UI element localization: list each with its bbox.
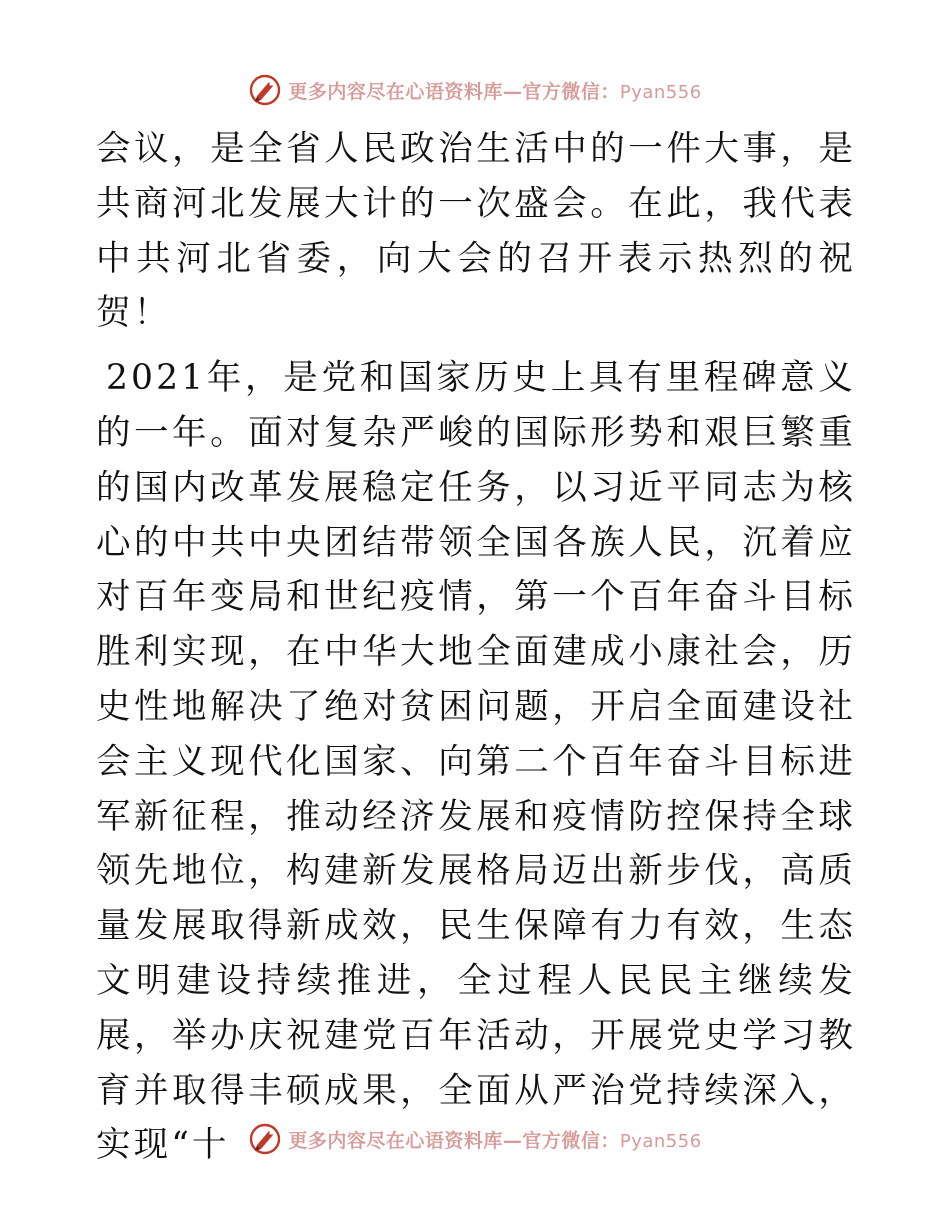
header-watermark bbox=[0, 70, 950, 110]
paragraph-1: 会议，是全省人民政治生活中的一件大事，是共商河北发展大计的一次盛会。在此，我代表中共河北省委，向大会的召开表示热烈的祝贺！ bbox=[96, 129, 856, 334]
watermark-wechat-id: Pyan556 bbox=[619, 81, 702, 103]
watermark-wechat-id: Pyan556 bbox=[619, 1130, 702, 1152]
footer-watermark bbox=[0, 1119, 950, 1159]
watermark-text: 更多内容尽在心语资料库—官方微信：Pyan556 bbox=[288, 80, 702, 103]
watermark-text: 更多内容尽在心语资料库—官方微信：Pyan556 bbox=[288, 1129, 702, 1152]
document-body bbox=[96, 122, 856, 1173]
pen-logo-icon bbox=[248, 73, 282, 107]
pen-logo-icon bbox=[248, 1122, 282, 1156]
paragraph-2: 2021年，是党和国家历史上具有里程碑意义的一年。面对复杂严峻的国际形势和艰巨繁重的国内改革发展稳定任务，以习近平同志为核心的中共中央团结带领全国各族人民，沉着应对百年变局和世纪疫情，第一个百年奋斗目标胜利实现，在中华大地全面建成小康社会，历史性地解决了绝对贫困问题，开启全面建设社会主义现代化国家、向第二个百年奋斗目标进军新征程，推动经济发展和疫情防控保持全球领先地位，构建新发展格局迈出新步伐，高质量发展取得新成效，民生保障有力有效，生态文明建设持续推进，全过程人民民主继续发展，举办庆祝建党百年活动，开展党史学习教育并取得丰硕成果，全面从严治党持续深入，实现“十 bbox=[96, 358, 856, 1166]
